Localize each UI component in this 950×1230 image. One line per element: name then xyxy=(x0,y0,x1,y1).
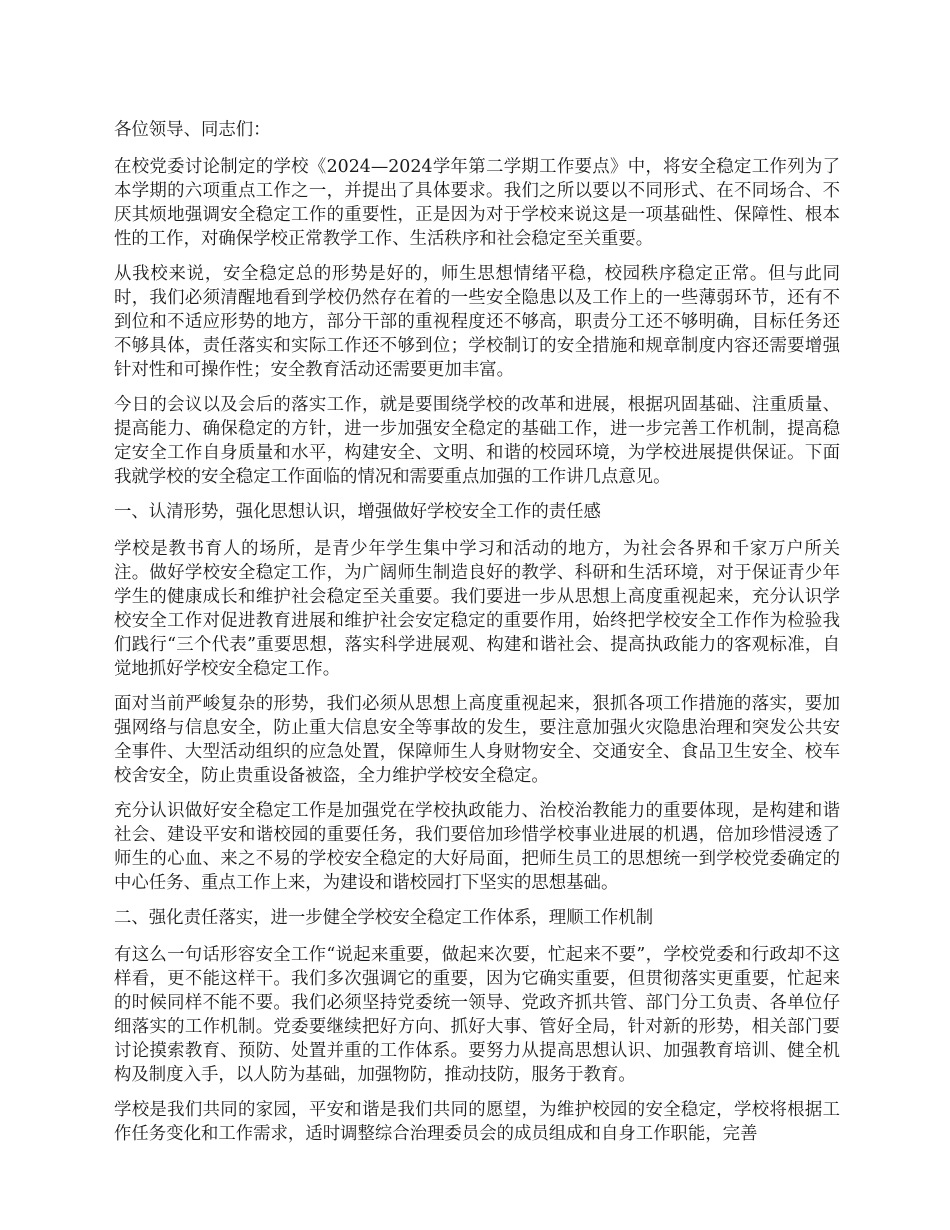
intro-paragraph-2: 从我校来说，安全稳定总的形势是好的，师生思想情绪平稳，校园秩序稳定正常。但与此同时，我们必须清醒地看到学校仍然存在着的一些安全隐患以及工作上的一些薄弱环节，还有不到位和不适应形势的地方，部分干部的重视程度还不够高，职责分工还不够明确，目标任务还不够具体，责任落实和实际工作还不够到位；学校制订的安全措施和规章制度内容还需要增强针对性和可操作性；安全教育活动还需要更加丰富。 xyxy=(114,264,840,380)
section-1-paragraph-1: 学校是教书育人的场所，是青少年学生集中学习和活动的地方，为社会各界和千家万户所关注。做好学校安全稳定工作，为广阔师生制造良好的教学、科研和生活环境，对于保证青少年学生的健康成长和维护社会稳定至关重要。我们要进一步从思想上高度重视起来，充分认识学校安全工作对促进教育进展和维护社会安定稳定的重要作用，始终把学校安全工作作为检验我们践行“三个代表”重要思想，落实科学进展观、构建和谐社会、提高执政能力的客观标准，自觉地抓好学校安全稳定工作。 xyxy=(114,539,840,679)
intro-paragraph-3: 今日的会议以及会后的落实工作，就是要围绕学校的改革和进展，根据巩固基础、注重质量、提高能力、确保稳定的方针，进一步加强安全稳定的基础工作，进一步完善工作机制，提高稳定安全工作自身质量和水平，构建安全、文明、和谐的校园环境，为学校进展提供保证。下面我就学校的安全稳定工作面临的情况和需要重点加强的工作讲几点意见。 xyxy=(114,395,840,487)
intro-paragraph-1: 在校党委讨论制定的学校《2024—2024学年第二学期工作要点》中，将安全稳定工作列为了本学期的六项重点工作之一，并提出了具体要求。我们之所以要以不同形式、在不同场合、不厌其烦地强调安全稳定工作的重要性，正是因为对于学校来说这是一项基础性、保障性、根本性的工作，对确保学校正常教学工作、生活秩序和社会稳定至关重要。 xyxy=(114,157,840,249)
section-1-paragraph-2: 面对当前严峻复杂的形势，我们必须从思想上高度重视起来，狠抓各项工作措施的落实，要加强网络与信息安全，防止重大信息安全等事故的发生，要注意加强火灾隐患治理和突发公共安全事件、大型活动组织的应急处置，保障师生人身财物安全、交通安全、食品卫生安全、校车校舍安全，防止贵重设备被盗，全力维护学校安全稳定。 xyxy=(114,694,840,786)
section-2-heading: 二、强化责任落实，进一步健全学校安全稳定工作体系，理顺工作机制 xyxy=(114,908,654,928)
section-2-paragraph-1: 有这么一句话形容安全工作“说起来重要，做起来次要，忙起来不要”，学校党委和行政却不这样看，更不能这样干。我们多次强调它的重要，因为它确实重要，但贯彻落实更重要，忙起来的时候同样不能不要。我们必须坚持党委统一领导、党政齐抓共管、部门分工负责、各单位仔细落实的工作机制。党委要继续把好方向、抓好大事、管好全局，针对新的形势，相关部门要讨论摸索教育、预防、处置并重的工作体系。要努力从提高思想认识、加强教育培训、健全机构及制度入手，以人防为基础，加强物防，推动技防，服务于教育。 xyxy=(114,945,840,1085)
section-1-heading: 一、认清形势，强化思想认识，增强做好学校安全工作的责任感 xyxy=(114,502,601,522)
section-1-paragraph-3: 充分认识做好安全稳定工作是加强党在学校执政能力、治校治教能力的重要体现，是构建和谐社会、建设平安和谐校园的重要任务，我们要倍加珍惜学校事业进展的机遇，倍加珍惜浸透了师生的心血、来之不易的学校安全稳定的大好局面，把师生员工的思想统一到学校党委确定的中心任务、重点工作上来，为建设和谐校园打下坚实的思想基础。 xyxy=(114,801,840,893)
greeting: 各位领导、同志们： xyxy=(114,120,271,140)
document-page xyxy=(114,118,840,1157)
section-2-paragraph-2: 学校是我们共同的家园，平安和谐是我们共同的愿望，为维护校园的安全稳定，学校将根据工作任务变化和工作需求，适时调整综合治理委员会的成员组成和自身工作职能，完善 xyxy=(114,1100,840,1144)
